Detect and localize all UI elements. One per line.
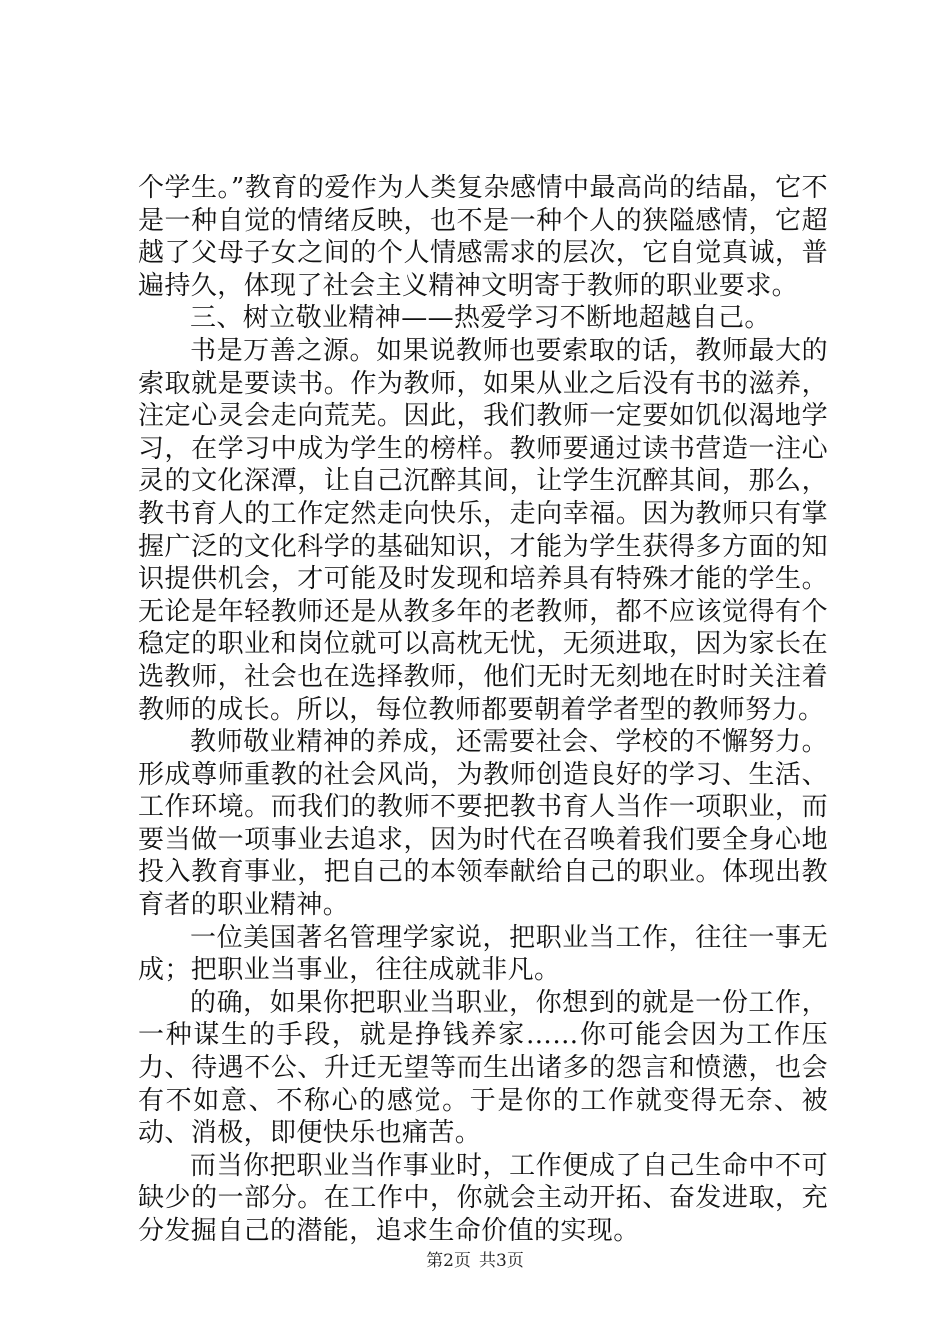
paragraph-2-section-heading: 三、树立敬业精神——热爱学习不断地超越自己。 [190,303,771,334]
paragraph-1: 个学生。”教育的爱作为人类复杂感情中最高尚的结晶，它不是一种自觉的情绪反映，也不是一种个人的狭隘感情，它超越了父母子女之间的个人情感需求的层次，它自觉真诚，普遍持久，体现了社会主义精神文明寄于教师的职业要求。 [138,173,828,301]
paragraph-7: 而当你把职业当作事业时，工作便成了自己生命中不可缺少的一部分。在工作中，你就会主动开拓、奋发进取，充分发掘自己的潜能，追求生命价值的实现。 [138,1150,828,1246]
page-number-current: 第2页 [426,1251,471,1271]
page-footer [0,1246,950,1271]
paragraph-5: 一位美国著名管理学家说，把职业当工作，往往一事无成；把职业当事业，往往成就非凡。 [138,922,828,986]
document-body [138,172,828,1248]
paragraph-3: 书是万善之源。如果说教师也要索取的话，教师最大的索取就是要读书。作为教师，如果从业之后没有书的滋养，注定心灵会走向荒芜。因此，我们教师一定要如饥似渴地学习，在学习中成为学生的榜样。教师要通过读书营造一注心灵的文化深潭，让自己沉醉其间，让学生沉醉其间，那么，教书育人的工作定然走向快乐，走向幸福。因为教师只有掌握广泛的文化科学的基础知识，才能为学生获得多方面的知识提供机会，才可能及时发现和培养具有特殊才能的学生。无论是年轻教师还是从教多年的老教师，都不应该觉得有个稳定的职业和岗位就可以高枕无忧，无须进取，因为家长在选教师，社会也在选择教师，他们无时无刻地在时时关注着教师的成长。所以，每位教师都要朝着学者型的教师努力。 [138,335,828,725]
paragraph-6: 的确，如果你把职业当职业，你想到的就是一份工作，一种谋生的手段，就是挣钱养家……你可能会因为工作压力、待遇不公、升迁无望等而生出诸多的怨言和愤懑，也会有不如意、不称心的感觉。于是你的工作就变得无奈、被动、消极，即便快乐也痛苦。 [138,987,828,1149]
paragraph-4: 教师敬业精神的养成，还需要社会、学校的不懈努力。形成尊师重教的社会风尚，为教师创造良好的学习、生活、工作环境。而我们的教师不要把教书育人当作一项职业，而要当做一项事业去追求，因为时代在召唤着我们要全身心地投入教育事业，把自己的本领奉献给自己的职业。体现出教育者的职业精神。 [138,727,828,921]
page-number-total: 共3页 [479,1251,524,1271]
